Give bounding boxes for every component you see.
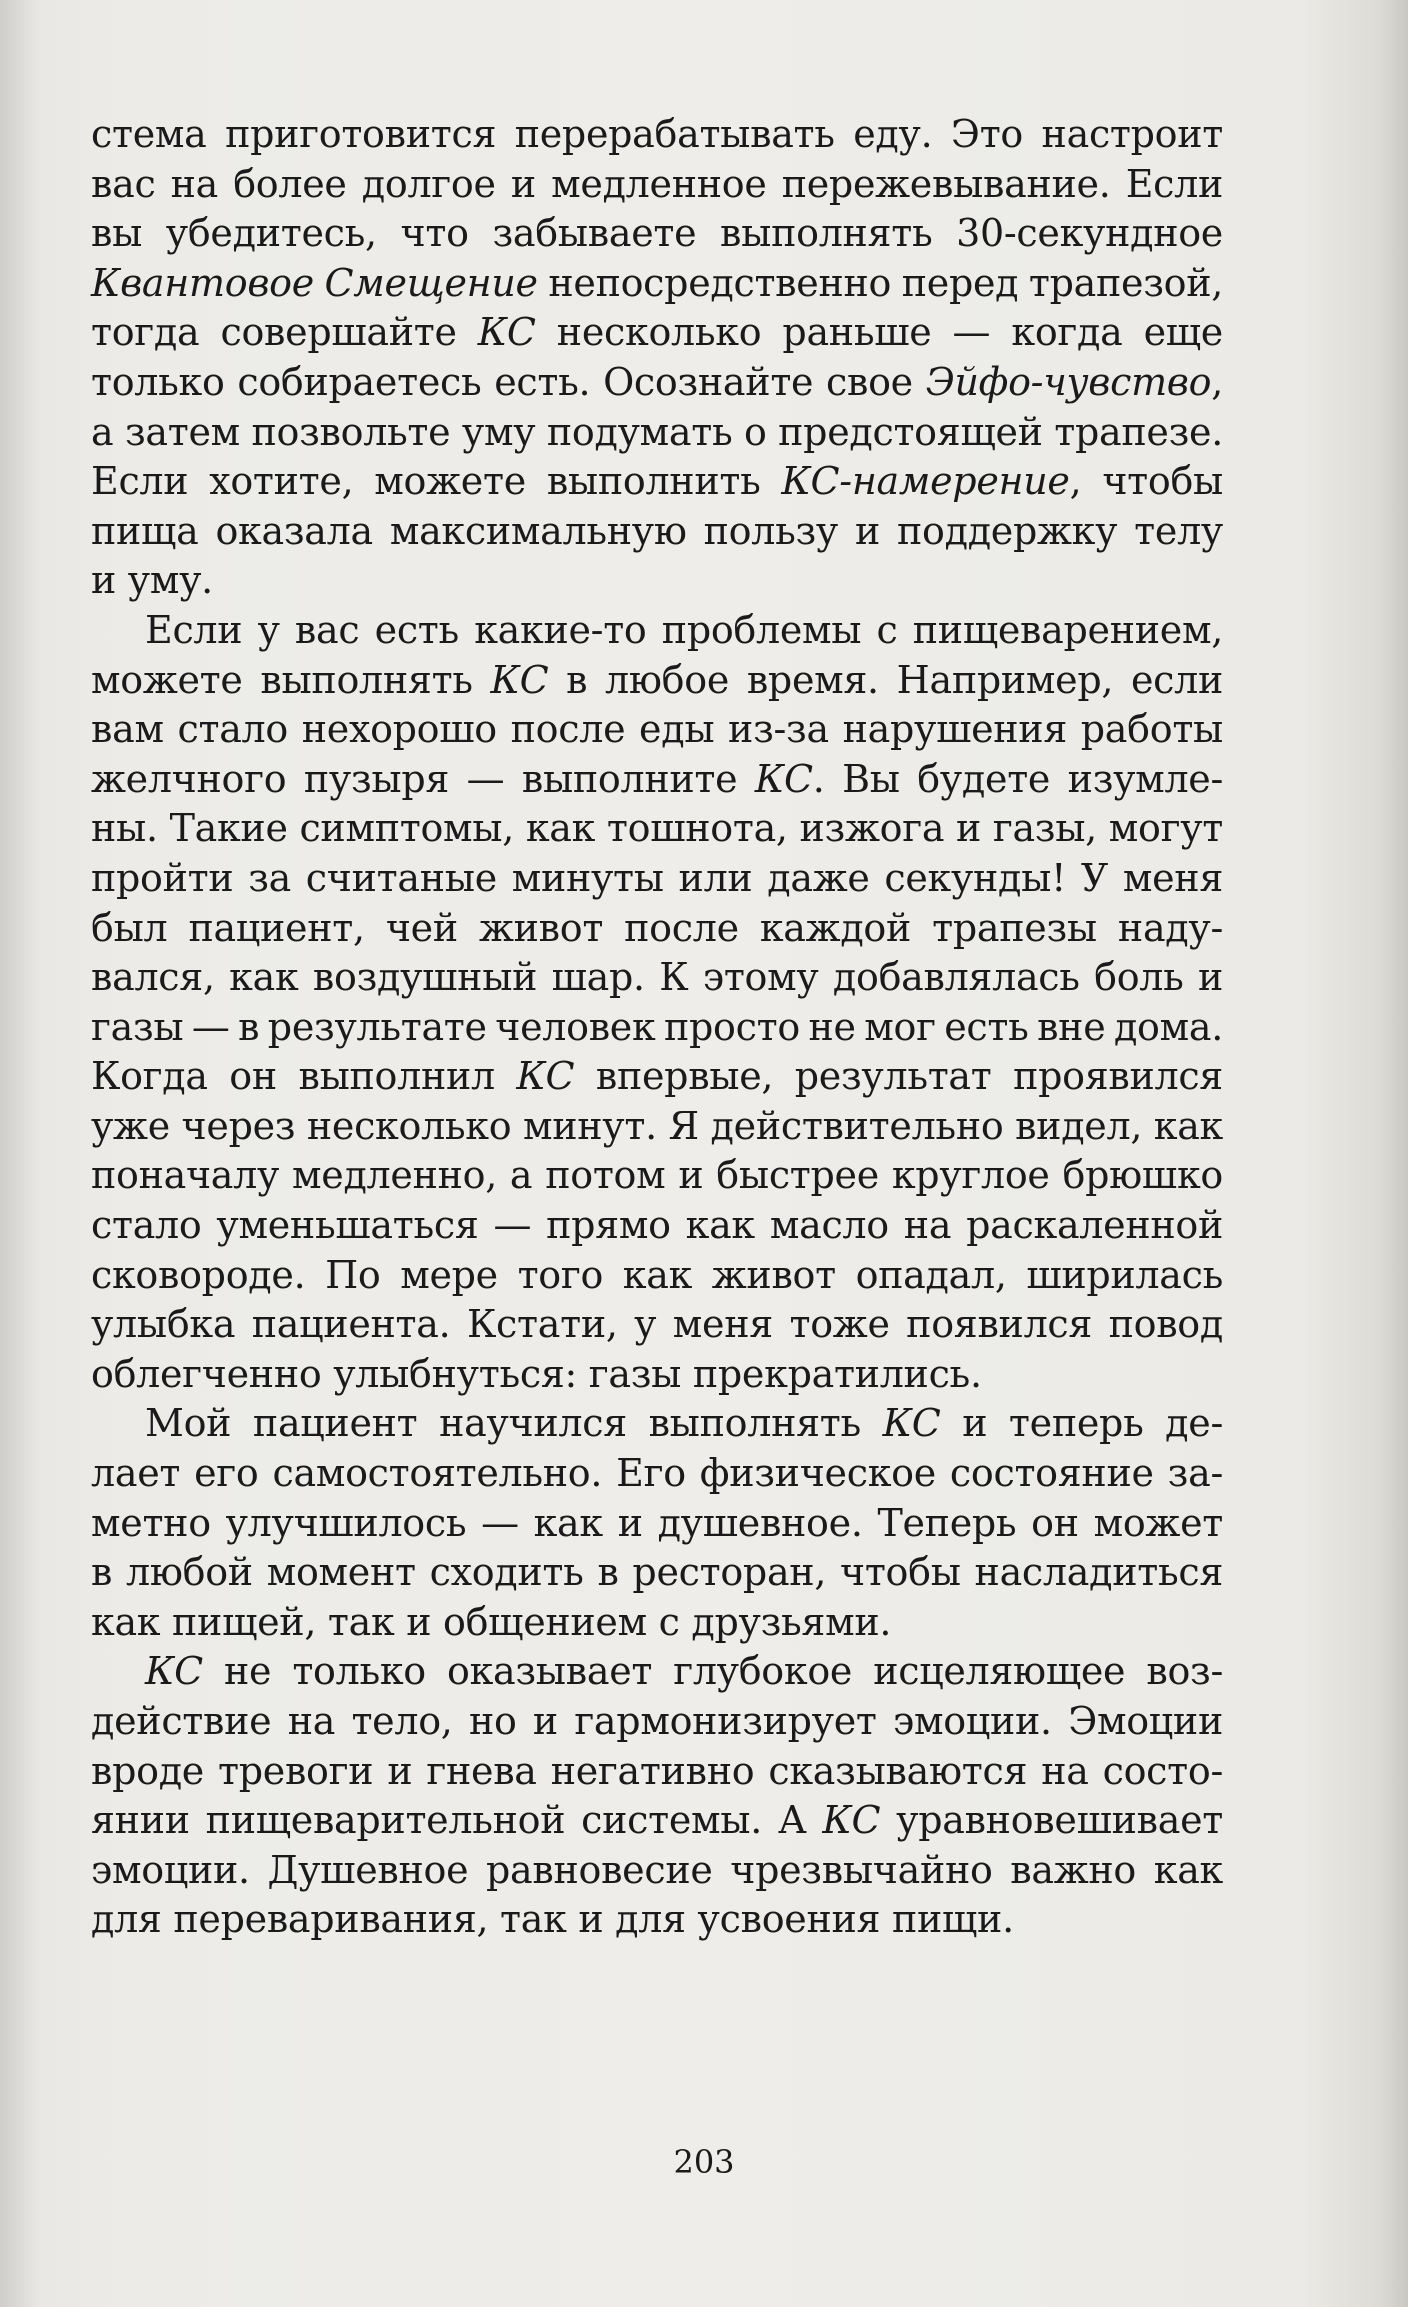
text-run: пройти за считаные минуты или даже секунды! У меня: [91, 855, 1223, 900]
text-run: непосредственно перед трапезой,: [537, 260, 1224, 305]
italic-term: КС: [145, 1649, 203, 1694]
text-run: янии пищеварительной системы. А: [91, 1798, 823, 1843]
italic-term: КС: [516, 1054, 575, 1099]
text-line: [91, 1052, 1223, 1102]
paragraph: [91, 1399, 1223, 1647]
text-run: Если у вас есть какие-то проблемы с пищеварением,: [145, 607, 1223, 652]
text-run: вас на более долгое и медленное пережевывание. Если: [91, 161, 1223, 206]
italic-term: КС: [882, 1401, 941, 1446]
text-line: [91, 1548, 1223, 1598]
text-run: эмоции. Душевное равновесие чрезвычайно важно как: [91, 1847, 1223, 1892]
text-line: [91, 1598, 1223, 1648]
text-line: [91, 606, 1223, 656]
text-line: [91, 1201, 1223, 1251]
text-line: [91, 1796, 1223, 1846]
text-line: [91, 755, 1223, 805]
text-run: как пищей, так и общением с друзьями.: [91, 1599, 892, 1644]
page-number: 203: [673, 2143, 735, 2181]
text-line: [91, 457, 1223, 507]
text-run: ,: [1211, 359, 1223, 404]
text-run: не только оказывает глубокое исцеляющее воз-: [202, 1649, 1223, 1694]
text-line: [91, 556, 1223, 606]
body-text: [91, 110, 1223, 1945]
text-run: Мой пациент научился выполнять: [145, 1401, 883, 1446]
text-run: стало уменьшаться — прямо как масло на раскаленной: [91, 1203, 1223, 1248]
text-run: тогда совершайте: [91, 310, 478, 355]
text-run: впервые, результат проявился: [574, 1054, 1223, 1099]
text-line: [91, 408, 1223, 458]
text-line: [91, 1697, 1223, 1747]
text-line: [91, 1895, 1223, 1945]
text-run: Если хотите, можете выполнить: [91, 459, 782, 504]
text-line: [91, 110, 1223, 160]
text-run: желчного пузыря — выполните: [91, 756, 755, 801]
text-run: облегченно улыбнуться: газы прекратились.: [91, 1351, 982, 1396]
italic-term: КС: [822, 1798, 881, 1843]
paragraph: [91, 110, 1223, 606]
italic-term: Эйфо-чувство: [925, 359, 1212, 404]
italic-term: КС: [754, 756, 813, 801]
text-run: поначалу медленно, а потом и быстрее круглое брюшко: [91, 1153, 1223, 1198]
italic-term: КС: [477, 310, 536, 355]
text-line: [91, 1300, 1223, 1350]
text-run: а затем позвольте уму подумать о предстоящей трапезе.: [91, 409, 1223, 454]
text-run: газы — в результате человек просто не мог есть вне дома.: [91, 1004, 1224, 1049]
text-run: вроде тревоги и гнева негативно сказываются на состо-: [91, 1748, 1223, 1793]
text-line: [91, 1846, 1223, 1896]
text-run: лает его самостоятельно. Его физическое состояние за-: [91, 1451, 1223, 1496]
text-line: [91, 1449, 1223, 1499]
text-run: уравновешивает: [880, 1798, 1223, 1843]
text-run: , чтобы: [1069, 459, 1223, 504]
italic-term: КС-намерение: [781, 459, 1070, 504]
text-line: [91, 854, 1223, 904]
text-line: [91, 507, 1223, 557]
text-run: в любое время. Например, если: [548, 657, 1223, 702]
text-run: ны. Такие симптомы, как тошнота, изжога и газы, могут: [91, 806, 1223, 851]
italic-term: Квантовое Смещение: [91, 260, 538, 305]
text-line: [91, 705, 1223, 755]
text-line: [91, 1003, 1223, 1053]
text-run: вы убедитесь, что забываете выполнять 30-секундное: [91, 211, 1223, 256]
text-line: [91, 1499, 1223, 1549]
paragraph: [91, 606, 1223, 1400]
text-run: метно улучшилось — как и душевное. Теперь он может: [91, 1500, 1223, 1545]
text-run: уже через несколько минут. Я действительно видел, как: [91, 1103, 1224, 1148]
text-run: в любой момент сходить в ресторан, чтобы насладиться: [91, 1550, 1223, 1595]
text-line: [91, 259, 1223, 309]
text-line: [91, 904, 1223, 954]
text-run: действие на тело, но и гармонизирует эмоции. Эмоции: [91, 1699, 1223, 1743]
text-run: и уму.: [91, 558, 213, 603]
text-run: можете выполнять: [91, 657, 491, 702]
paragraph: [91, 1647, 1223, 1945]
text-line: [91, 1399, 1223, 1449]
text-run: и теперь де-: [940, 1401, 1223, 1446]
text-run: . Вы будете изумле-: [812, 756, 1224, 801]
text-line: [91, 160, 1223, 210]
text-run: пища оказала максимальную пользу и поддержку телу: [91, 508, 1223, 553]
text-run: был пациент, чей живот после каждой трапезы наду-: [91, 905, 1223, 950]
text-line: [91, 358, 1223, 408]
text-run: стема приготовится перерабатывать еду. Это настроит: [91, 112, 1223, 156]
text-line: [91, 308, 1223, 358]
text-line: [91, 804, 1223, 854]
text-run: сковороде. По мере того как живот опадал, ширилась: [91, 1252, 1223, 1297]
text-line: [91, 1151, 1223, 1201]
text-run: Когда он выполнил: [91, 1054, 517, 1099]
text-line: [91, 1647, 1223, 1697]
text-line: [91, 1350, 1223, 1400]
text-line: [91, 1251, 1223, 1301]
text-line: [91, 209, 1223, 259]
text-run: вался, как воздушный шар. К этому добавлялась боль и: [91, 955, 1223, 1000]
text-line: [91, 1747, 1223, 1797]
text-run: для переваривания, так и для усвоения пищи.: [91, 1897, 1014, 1942]
text-run: только собираетесь есть. Осознайте свое: [91, 359, 926, 404]
text-line: [91, 656, 1223, 706]
text-line: [91, 953, 1223, 1003]
italic-term: КС: [490, 657, 549, 702]
text-run: несколько раньше — когда еще: [535, 310, 1223, 355]
text-line: [91, 1102, 1223, 1152]
text-run: вам стало нехорошо после еды из-за нарушения работы: [91, 707, 1223, 752]
text-run: улыбка пациента. Кстати, у меня тоже появился повод: [91, 1302, 1223, 1347]
